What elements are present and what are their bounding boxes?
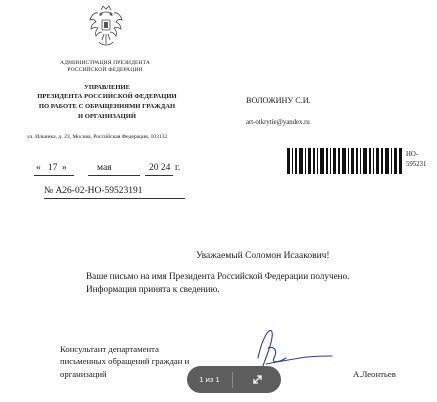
document-number: № А26-02-НО-59523191 xyxy=(44,186,143,196)
date-month: мая xyxy=(97,163,112,173)
side-id-line-2: 595231 xyxy=(406,161,427,168)
recipient-name: ВОЛОЖИНУ С.И. xyxy=(246,96,311,105)
body-line-1: Ваше письмо на имя Президента Российской Федерации получено. xyxy=(86,271,350,281)
date-day: 17 xyxy=(48,163,58,173)
date-underline-month xyxy=(88,175,140,176)
admin-line-1: АДМИНИСТРАЦИЯ ПРЕЗИДЕНТА xyxy=(59,60,151,66)
dept-line-3: ПО РАБОТЕ С ОБРАЩЕНИЯМИ ГРАЖДАН xyxy=(38,103,176,110)
expand-button[interactable] xyxy=(233,374,281,385)
date-year: 20 24 xyxy=(149,163,171,173)
dept-line-2: ПРЕЗИДЕНТА РОССИЙСКОЙ ФЕДЕРАЦИИ xyxy=(37,93,177,100)
admin-line-2: РОССИЙСКОЙ ФЕДЕРАЦИИ xyxy=(67,67,143,73)
signatory-title-1: Консультант департамента xyxy=(60,344,159,354)
date-underline-day xyxy=(34,175,74,176)
side-document-id xyxy=(406,150,436,170)
signatory-title-2: письменных обращений граждан и xyxy=(60,356,190,366)
date-underline-year xyxy=(145,175,173,176)
barcode-icon xyxy=(287,148,402,174)
document-number-underline xyxy=(44,198,185,199)
recipient-email: art-otkrytie@yandex.ru xyxy=(246,119,310,126)
date-quote-open: « xyxy=(36,163,41,173)
signer-name: А.Леонтьев xyxy=(353,369,396,379)
expand-icon xyxy=(252,374,263,385)
date-quote-close: » xyxy=(62,163,67,173)
page-navigation-bar xyxy=(187,366,281,393)
signatory-title-3: организаций xyxy=(60,369,107,379)
dept-line-1: УПРАВЛЕНИЕ xyxy=(83,84,131,91)
salutation: Уважаемый Соломон Исаакович! xyxy=(196,251,330,261)
body-line-2: Информация принята к сведению. xyxy=(86,284,220,294)
dept-line-4: И ОРГАНИЗАЦИЙ xyxy=(77,113,137,120)
coat-of-arms-icon xyxy=(88,4,124,52)
page-indicator: 1 из 1 xyxy=(199,375,220,384)
side-id-line-1: НО- xyxy=(406,151,419,158)
sender-address: ул. Ильинка, д. 23, Москва, Российская Федерация, 103132 xyxy=(27,134,168,140)
date-suffix: г. xyxy=(175,163,181,173)
